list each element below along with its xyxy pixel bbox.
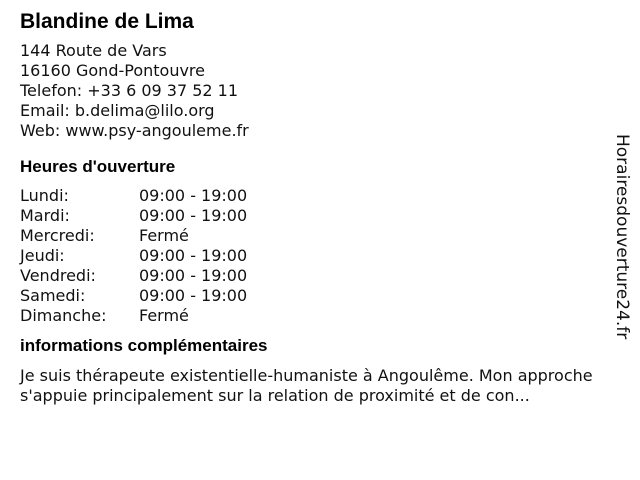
- street-address: 144 Route de Vars: [20, 41, 167, 60]
- opening-hours-heading: Heures d'ouverture: [20, 157, 176, 176]
- time-value: 09:00 - 19:00: [139, 286, 248, 305]
- time-value: 09:00 - 19:00: [139, 246, 248, 265]
- business-name: Blandine de Lima: [20, 10, 194, 33]
- day-label: Dimanche:: [20, 306, 107, 325]
- time-value: 09:00 - 19:00: [139, 186, 248, 205]
- day-label: Mercredi:: [20, 226, 95, 245]
- site-watermark: Horairesdouverture24.fr: [612, 134, 632, 340]
- time-value: Fermé: [139, 226, 189, 245]
- city-address: 16160 Gond-Pontouvre: [20, 61, 205, 80]
- time-value: 09:00 - 19:00: [139, 266, 248, 285]
- business-card: [20, 8, 610, 406]
- time-value: Fermé: [139, 306, 189, 325]
- hours-row-thursday: [20, 246, 610, 266]
- hours-row-friday: [20, 266, 610, 286]
- hours-row-saturday: [20, 286, 610, 306]
- time-value: 09:00 - 19:00: [139, 206, 248, 225]
- hours-row-monday: [20, 186, 610, 206]
- hours-row-sunday: [20, 306, 610, 326]
- day-label: Lundi:: [20, 186, 69, 205]
- opening-hours-table: [20, 186, 610, 326]
- email-address: Email: b.delima@lilo.org: [20, 101, 215, 120]
- hours-row-wednesday: [20, 226, 610, 246]
- website: Web: www.psy-angouleme.fr: [20, 121, 249, 140]
- additional-info-text: Je suis thérapeute existentielle-humaniste à Angoulême. Mon approche s'appuie principalement sur la relation de proximité et de con...: [20, 366, 593, 405]
- phone-number: Telefon: +33 6 09 37 52 11: [20, 81, 239, 100]
- day-label: Jeudi:: [20, 246, 65, 265]
- additional-info-heading: informations complémentaires: [20, 336, 268, 355]
- day-label: Mardi:: [20, 206, 70, 225]
- hours-row-tuesday: [20, 206, 610, 226]
- day-label: Vendredi:: [20, 266, 96, 285]
- day-label: Samedi:: [20, 286, 86, 305]
